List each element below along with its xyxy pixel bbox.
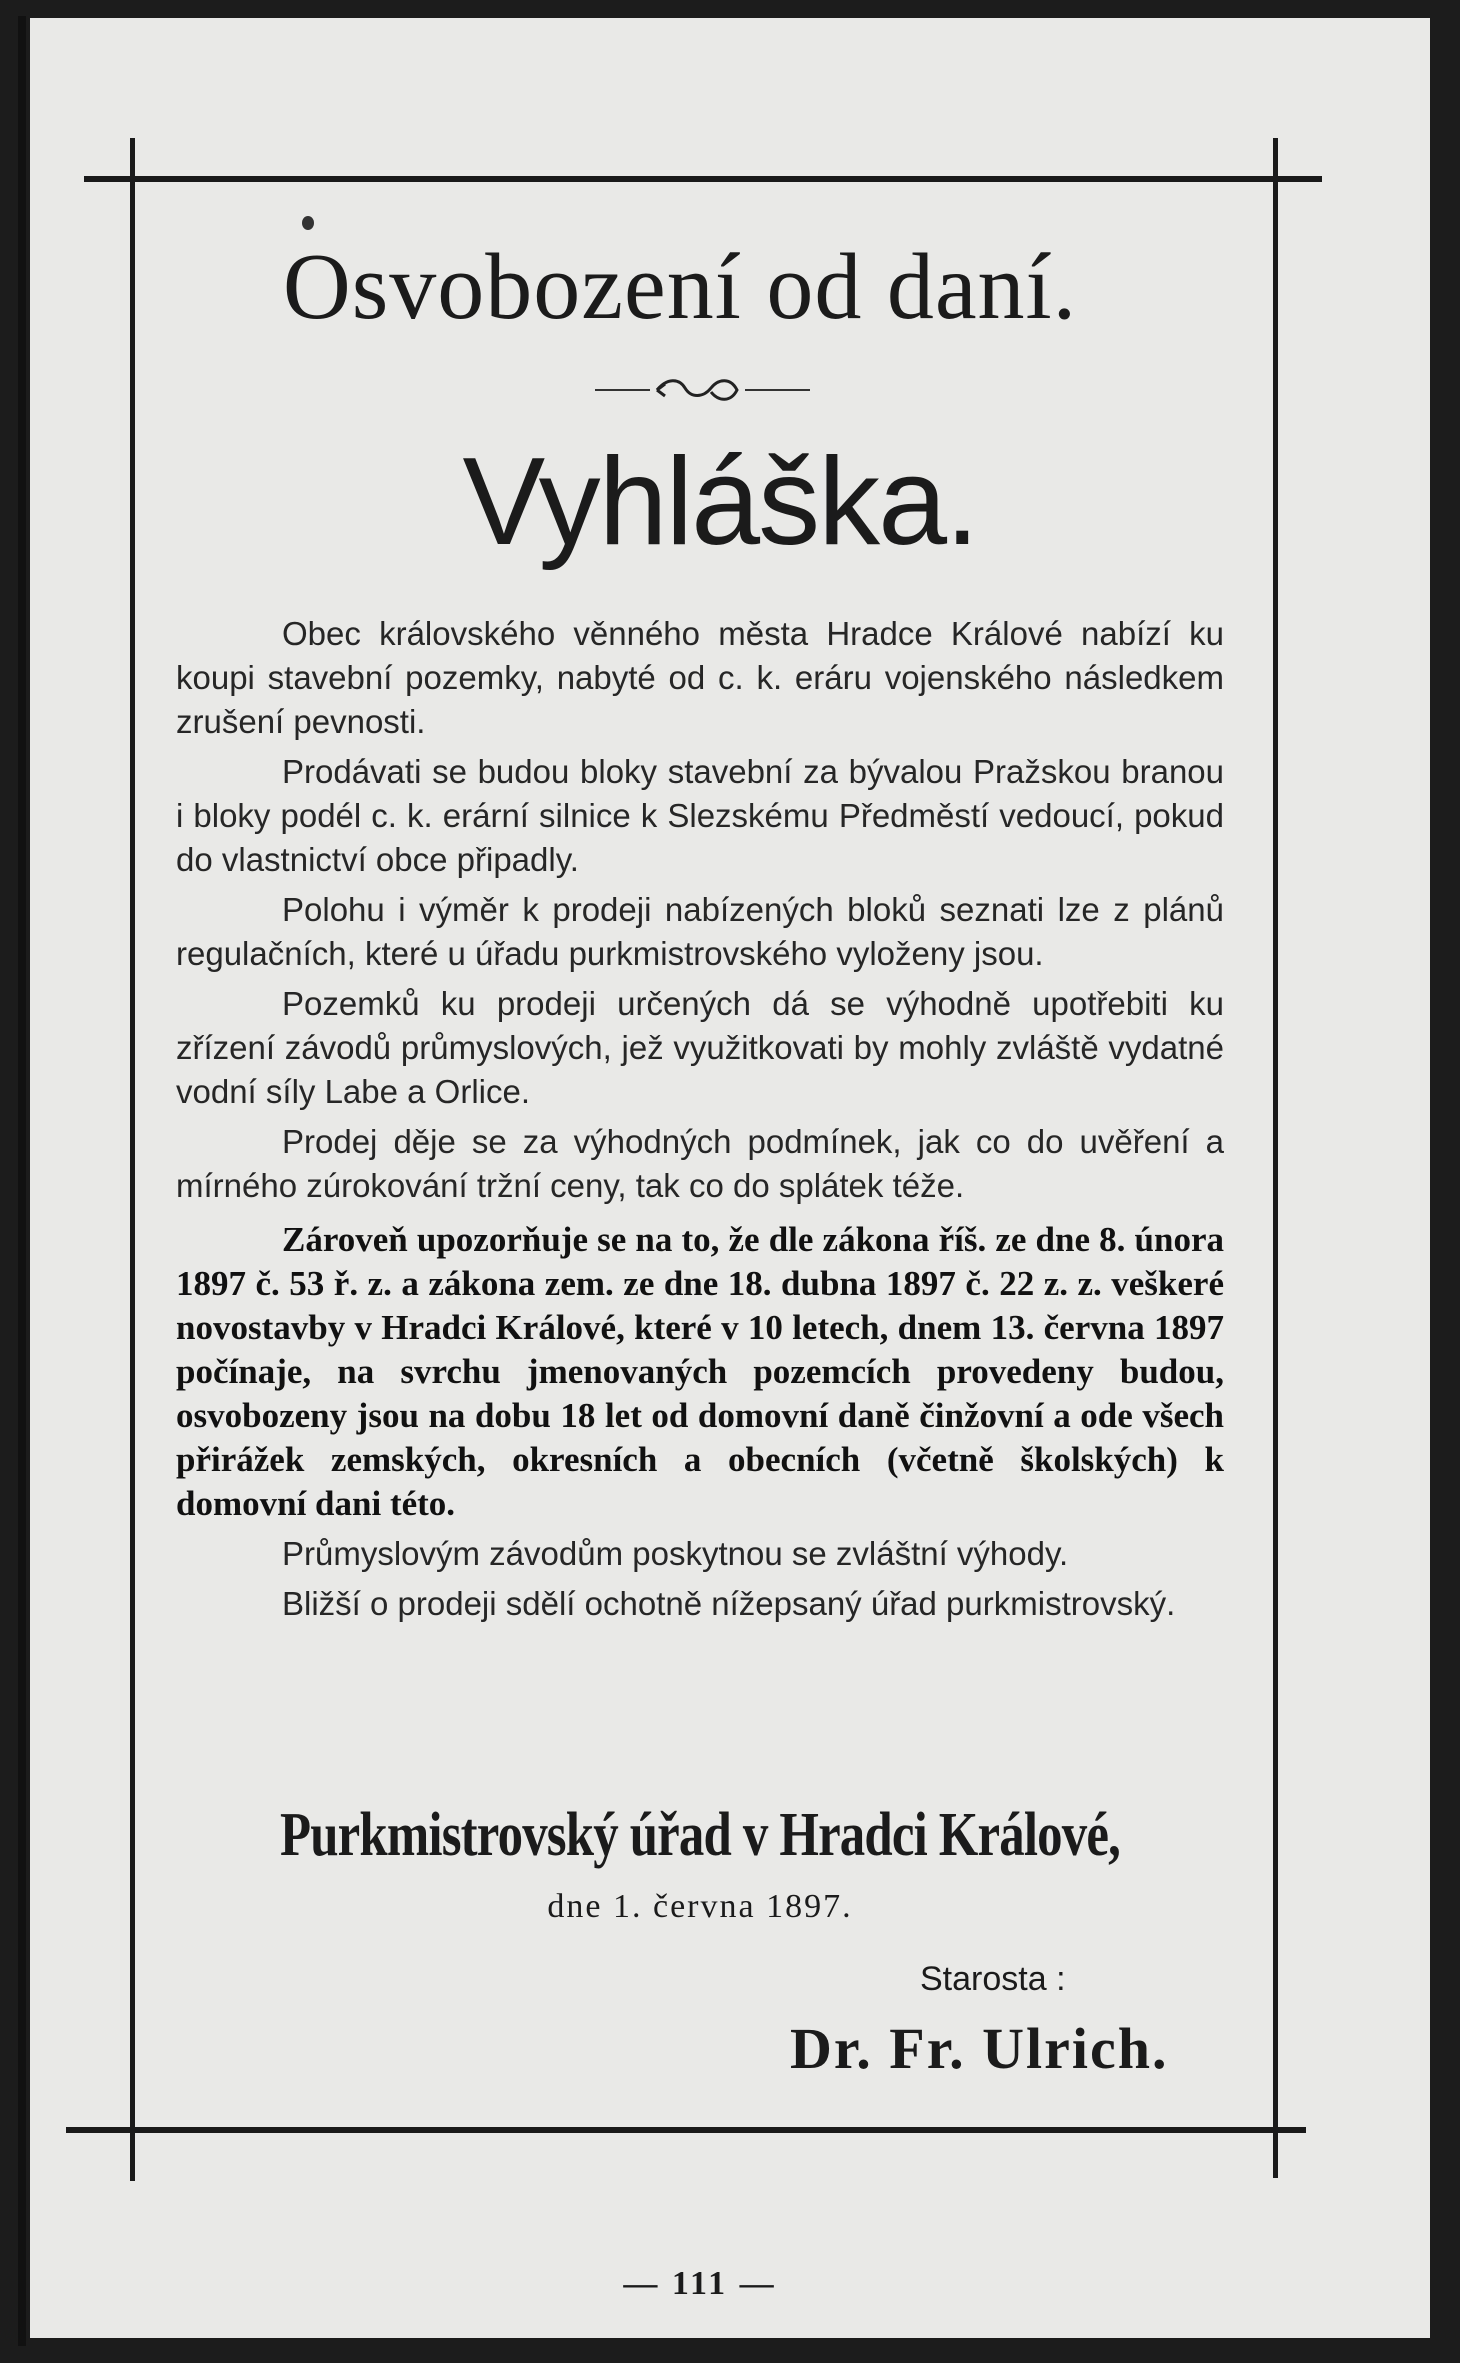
left-border-edge (18, 16, 26, 2346)
notice-body (176, 612, 1224, 1632)
top-rule (84, 176, 1322, 182)
paragraph: Polohu i výměr k prodeji nabízených bloků seznati lze z plánů regulačních, které u úřadu purkmistrovského vyloženy jsou. (176, 891, 1224, 972)
page-number: — 111 — (623, 2265, 777, 2302)
signer-role: Starosta : (920, 1960, 1066, 1998)
issuing-office: Purkmistrovský úřad v Hradci Králové, (279, 1801, 1121, 1869)
left-rule (130, 138, 135, 2181)
document-title: Osvobození od daní. (282, 235, 1078, 339)
bottom-rule (66, 2127, 1306, 2133)
paragraph: Obec královského věnného města Hradce Králové nabízí ku koupi stavební pozemky, nabyté od c. k. eráru vojenského následkem zrušení pevnosti. (176, 615, 1224, 740)
ornament-divider (595, 372, 810, 408)
paragraph: Bližší o prodeji sdělí ochotně nížepsaný úřad purkmistrovský. (282, 1585, 1176, 1622)
paragraph: Prodej děje se za výhodných podmínek, jak co do uvěření a mírného zúrokování tržní ceny, tak co do splátek téže. (176, 1123, 1224, 1204)
paragraph: Pozemků ku prodeji určených dá se výhodně upotřebiti ku zřízení závodů průmyslových, jež využitkovati by mohly zvláště vydatné vodní síly Labe a Orlice. (176, 985, 1224, 1110)
tax-exemption-notice: Zároveň upozorňuje se na to, že dle zákona říš. ze dne 8. února 1897 č. 53 ř. z. a zákona zem. ze dne 18. dubna 1897 č. 22 z. z. veškeré novostavby v Hradci Králové, které v 10 letech, dnem 13. června 1897 počínaje, na svrchu jmenovaných pozemcích provedeny budou, osvobozeny jsou na dobu 18 let od domovní daně činžovní a ode všech přirážek zemských, okresních a obecních (včetně školských) k domovní dani této. (176, 1220, 1224, 1523)
print-speck (302, 216, 314, 230)
notice-heading: Vyhláška. (462, 433, 978, 571)
paragraph: Prodávati se budou bloky stavební za bývalou Pražskou branou i bloky podél c. k. erární silnice k Slezskému Předměstí vedoucí, pokud do vlastnictví obce připadly. (176, 753, 1224, 878)
paragraph: Průmyslovým závodům poskytnou se zvláštní výhody. (282, 1535, 1069, 1572)
signer-name: Dr. Fr. Ulrich. (790, 2016, 1169, 2081)
issue-date: dne 1. června 1897. (547, 1888, 853, 1925)
right-rule (1273, 138, 1278, 2178)
